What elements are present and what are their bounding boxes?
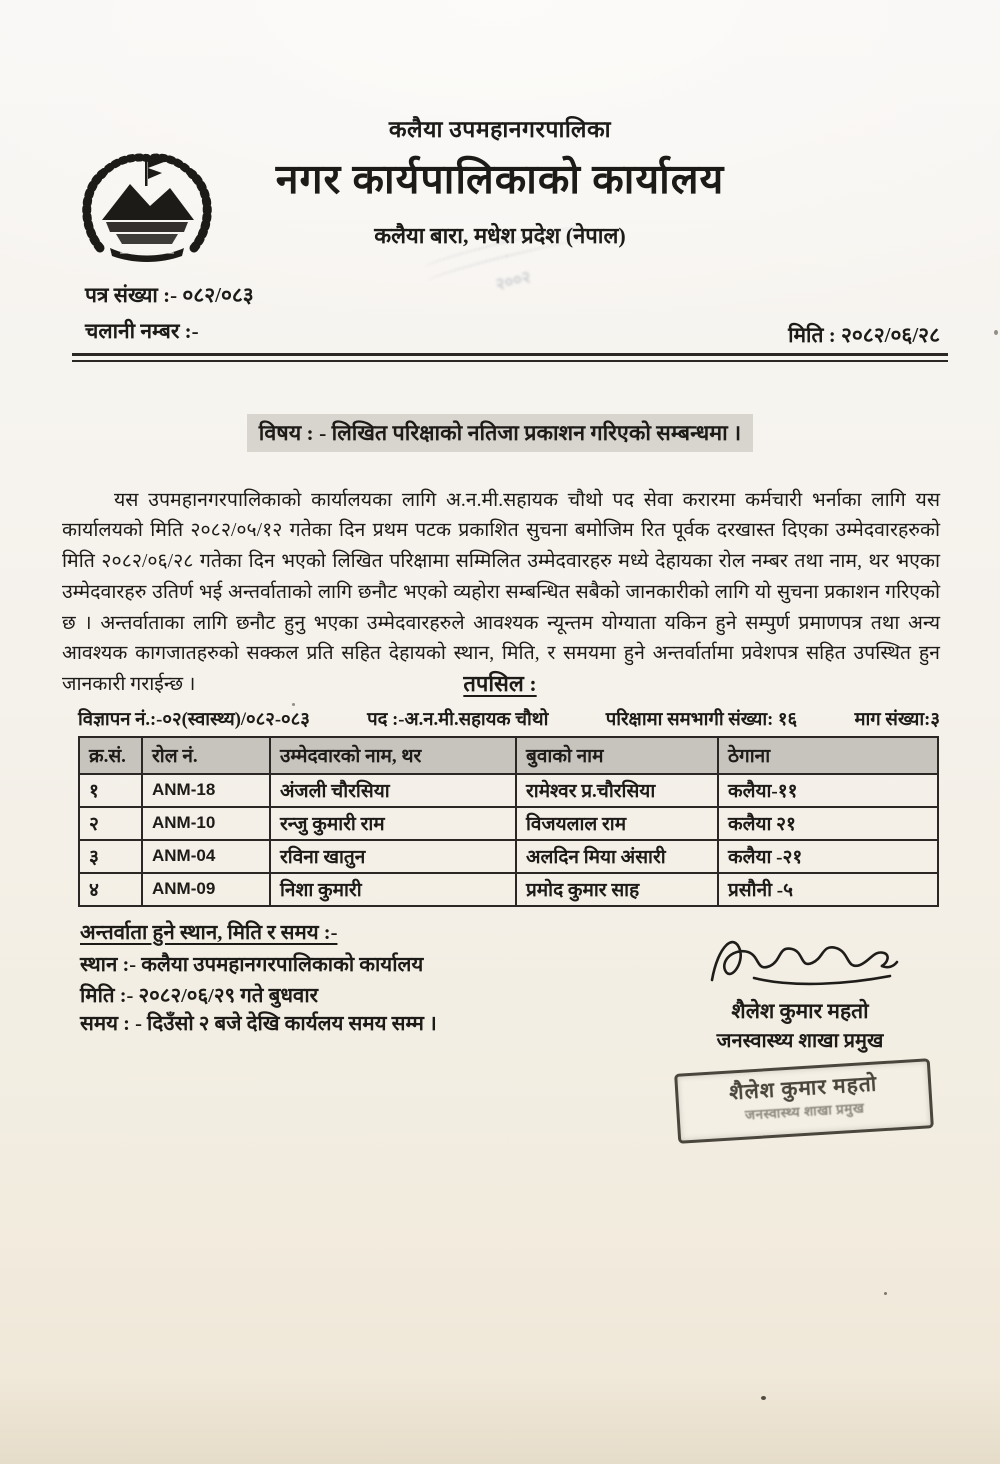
scan-speck	[761, 1396, 766, 1400]
col-header-address: ठेगाना	[718, 737, 938, 774]
faint-stamp-year: २००२	[493, 267, 533, 295]
interview-place: स्थान :- कलैया उपमहानगरपालिकाको कार्यालय	[80, 954, 424, 976]
col-header-serial: क्र.सं.	[79, 737, 142, 774]
cell-candidate-name: रविना खातुन	[270, 840, 516, 873]
cell-roll: ANM-18	[142, 774, 270, 807]
interview-time: समय : - दिउँसो २ बजे देखि कार्यलय समय सम्म ।	[80, 1013, 437, 1035]
dispatch-number: चलानी नम्बर :-	[85, 319, 199, 343]
cell-father-name: अलदिन मिया अंसारी	[516, 840, 718, 873]
subject-line: विषय : - लिखित परिक्षाको नतिजा प्रकाशन गरिएको सम्बन्धमा ।	[247, 414, 753, 452]
paper-bottom-shading	[0, 1374, 1000, 1464]
stamp-designation-line: जनस्वास्थ्य शाखा प्रमुख	[744, 1100, 865, 1123]
col-header-candidate-name: उम्मेदवारको नाम, थर	[270, 737, 516, 774]
cell-address: कलैया २१	[718, 807, 938, 840]
cell-roll: ANM-04	[142, 840, 270, 873]
cell-serial: ३	[79, 840, 142, 873]
table-row	[79, 873, 938, 906]
advertisement-number: विज्ञापन नं.:-०२(स्वास्थ्य)/०८२-०८३	[78, 710, 310, 730]
stamp-name-line: शैलेश कुमार महतो	[728, 1071, 878, 1105]
post-name: पद :-अ.न.मी.सहायक चौथो	[367, 710, 549, 730]
signatory-designation: जनस्वास्थ्य शाखा प्रमुख	[716, 1030, 884, 1052]
cell-candidate-name: अंजली चौरसिया	[270, 774, 516, 807]
cell-candidate-name: रन्जु कुमारी राम	[270, 807, 516, 840]
cell-serial: ४	[79, 873, 142, 906]
tapasil-heading: तपसिल :	[463, 671, 537, 696]
cell-address: कलैया -२१	[718, 840, 938, 873]
cell-address: प्रसौनी -५	[718, 873, 938, 906]
header-divider-rule	[72, 353, 948, 362]
scan-speck	[884, 1292, 887, 1295]
letter-date: मिति : २०८२/०६/२८	[788, 323, 940, 347]
cell-serial: २	[79, 807, 142, 840]
cell-father-name: विजयलाल राम	[516, 807, 718, 840]
subject-row	[0, 414, 1000, 452]
signatory-name: शैलेश कुमार महतो	[731, 999, 869, 1023]
rubber-stamp	[674, 1058, 934, 1143]
scan-speck	[994, 330, 998, 335]
cell-candidate-name: निशा कुमारी	[270, 873, 516, 906]
scan-speck	[292, 703, 295, 706]
table-row	[79, 807, 938, 840]
cell-father-name: रामेश्वर प्र.चौरसिया	[516, 774, 718, 807]
participants-count: परिक्षामा समभागी संख्या: १६	[605, 710, 798, 730]
table-row	[79, 774, 938, 807]
organization-name: कलैया उपमहानगरपालिका	[388, 117, 612, 142]
cell-roll: ANM-10	[142, 807, 270, 840]
col-header-roll: रोल नं.	[142, 737, 270, 774]
letter-number: पत्र संख्या :- ०८२/०८३	[85, 283, 254, 307]
demand-count: माग संख्या:३	[854, 710, 940, 730]
interview-date: मिति :- २०८२/०६/२९ गते बुधवार	[80, 985, 319, 1007]
table-row	[79, 840, 938, 873]
interview-heading: अन्तर्वाता हुने स्थान, मिति र समय :-	[80, 922, 338, 944]
handwritten-signature-icon	[698, 922, 903, 994]
cell-father-name: प्रमोद कुमार साह	[516, 873, 718, 906]
col-header-father-name: बुवाको नाम	[516, 737, 718, 774]
table-header-row	[79, 737, 938, 774]
cell-serial: १	[79, 774, 142, 807]
office-address: कलैया बारा, मधेश प्रदेश (नेपाल)	[374, 223, 626, 248]
body-paragraph: यस उपमहानगरपालिकाको कार्यालयका लागि अ.न.मी.सहायक चौथो पद सेवा करारमा कर्मचारी भर्नाका लागि यस कार्यालयको मिति २०८२/०५/१२ गतेका दिन प्रथम पटक प्रकाशित सुचना बमोजिम रित पूर्वक दरखास्त दिएका उम्मेदवारहरुको मिति २०८२/०६/२८ गतेका दिन भएको लिखित परिक्षामा सम्मिलित उम्मेदवारहरु मध्ये देहायका रोल नम्बर तथा नाम, थर भएका उम्मेदवारहरु उतिर्ण भई अन्तर्वाताको लागि छनौट भएको व्यहोरा सम्बन्धित सबैको जानकारीको लागि यो सुचना प्रकाशन गरिएको छ । अन्तर्वाताका लागि छनौट हुनु भएका उम्मेदवारहरुले आवश्यक न्यून्तम योग्याता यकिन हुने सम्पुर्ण प्रमाणपत्र तथा अन्य आवश्यक कागजातहरुको सक्कल प्रति सहित देहायको स्थान, मिति, र समयमा हुने अन्तर्वार्तामा प्रवेशपत्र सहित उपस्थित हुन जानकारी गराईन्छ ।	[62, 489, 940, 696]
office-title: नगर कार्यपालिकाको कार्यालय	[275, 156, 725, 202]
advertisement-meta-row	[78, 706, 940, 731]
cell-address: कलैया-११	[718, 774, 938, 807]
cell-roll: ANM-09	[142, 873, 270, 906]
candidates-table	[78, 736, 939, 907]
